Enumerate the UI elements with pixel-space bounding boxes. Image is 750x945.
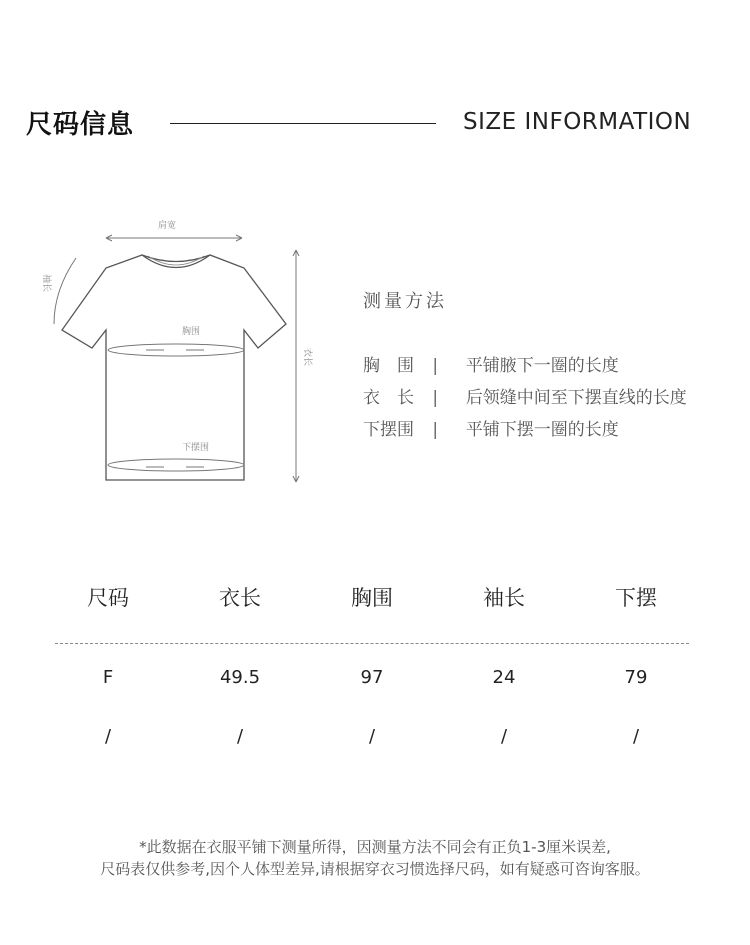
method-row-sep: | [432,388,439,408]
method-title: 测量方法 [363,291,447,312]
length-label: 衣长 [302,348,312,367]
method-row-sep: | [432,420,439,440]
size-table-cell: 49.5 [219,667,261,688]
tshirt-diagram [36,210,326,500]
chest-label: 胸围 [182,327,201,337]
tshirt-outline [62,255,286,480]
size-table-header: 尺码 [87,586,129,610]
size-table-header: 下摆 [615,586,657,610]
method-row-label: 下摆围 [363,420,414,440]
size-table-cell: / [368,726,376,747]
method-row-sep: | [432,356,439,376]
size-table-cell: / [104,726,112,747]
title-divider [170,123,436,124]
size-table-cell: 79 [624,667,648,688]
method-row-length [363,383,687,408]
section-title-cn: 尺码信息 [26,110,135,140]
size-table-header: 袖长 [483,586,525,610]
shoulder-label: 肩宽 [158,221,177,231]
method-row-desc: 平铺下摆一圈的长度 [465,420,619,440]
size-table-cell: 24 [492,667,516,688]
size-table-header: 衣长 [219,586,261,610]
hem-label: 下摆围 [182,443,210,453]
size-table-header: 胸围 [351,586,393,610]
size-table-cell: / [500,726,508,747]
section-title-en: SIZE INFORMATION [463,109,692,135]
size-table-cell: F [102,667,114,688]
method-row-desc: 平铺腋下一圈的长度 [465,356,619,376]
method-row-hem [363,415,619,440]
method-row-label: 衣 长 [363,388,414,408]
sleeve-label: 袖长 [41,274,51,293]
disclaimer-line-2: 尺码表仅供参考,因个人体型差异,请根据穿衣习惯选择尺码，如有疑惑可咨询客服。 [100,860,650,878]
disclaimer-line-1: *此数据在衣服平铺下测量所得，因测量方法不同会有正负1-3厘米误差, [139,838,611,856]
size-table-cell: 97 [360,667,384,688]
size-table-cell: / [632,726,640,747]
table-divider [55,643,689,644]
method-row-label: 胸 围 [363,356,414,376]
method-row-desc: 后领缝中间至下摆直线的长度 [465,388,687,408]
method-row-chest [363,351,619,376]
size-table-cell: / [236,726,244,747]
